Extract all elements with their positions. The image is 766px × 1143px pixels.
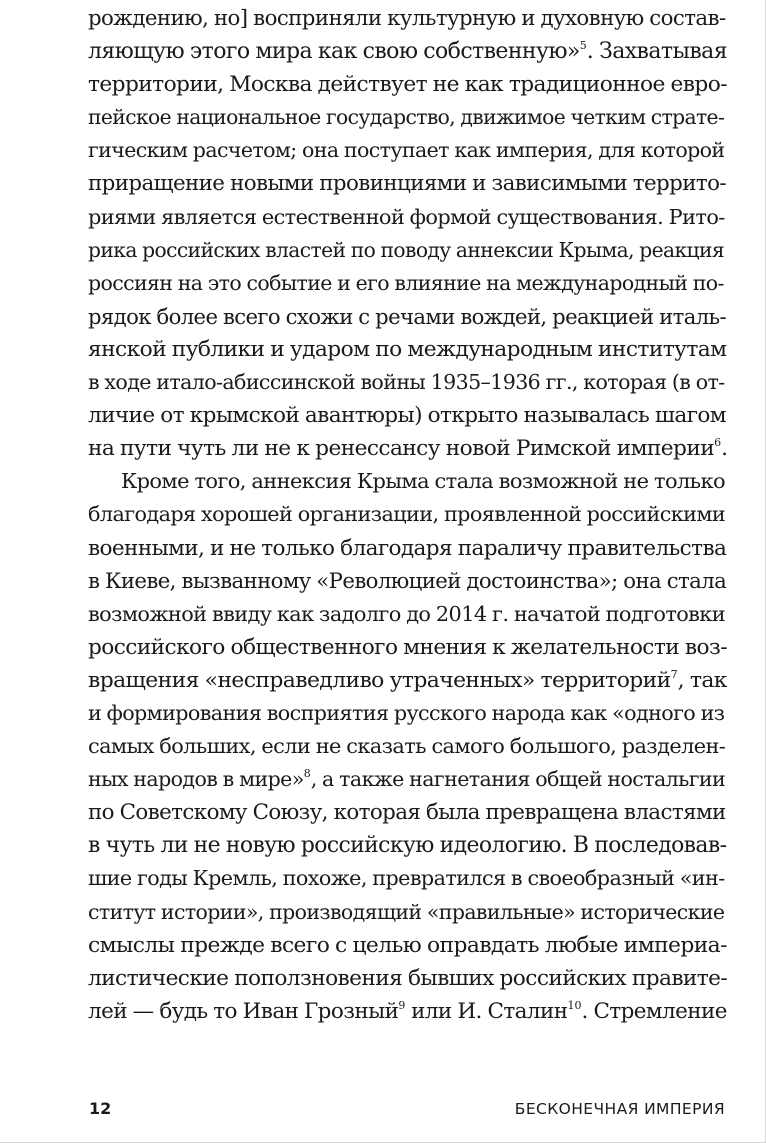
- text-line: [88, 465, 728, 498]
- text-line: [88, 234, 728, 267]
- running-title: БЕСКОНЕЧНАЯ ИМПЕРИЯ: [514, 1100, 725, 1118]
- line-text: листические поползновения бывших российских правите-: [88, 965, 728, 991]
- line-text: лей — будь то Иван Грозный: [88, 998, 399, 1024]
- footnote-ref: 10: [567, 998, 582, 1012]
- text-line: [88, 300, 728, 333]
- text-line: [88, 862, 728, 895]
- text-line: [88, 730, 728, 763]
- text-line: [88, 267, 728, 300]
- footnote-ref: 6: [714, 436, 722, 450]
- line-text: и формирования восприятия русского народа как «одного из: [88, 700, 725, 725]
- text-line: [88, 962, 728, 995]
- line-text: в Киеве, вызванному «Революцией достоинства»; она стала: [88, 568, 727, 594]
- footnote-ref: 7: [670, 667, 678, 681]
- line-text: на пути чуть ли не к ренессансу новой Римской империи: [88, 436, 715, 462]
- line-text: рядок более всего схожи с речами вождей, реакцией италь-: [88, 303, 727, 329]
- line-text: в ходе итало-абиссинской войны 1935–1936 гг., которая (в от-: [88, 370, 725, 395]
- line-text: военными, и не только благодаря параличу правительства: [88, 535, 727, 561]
- line-text: рика российских властей по поводу аннексии Крыма, реакция: [88, 237, 725, 262]
- line-text: пейское национальное государство, движимое четким страте-: [88, 105, 725, 130]
- line-text: янской публики и ударом по международным институтам: [88, 336, 727, 362]
- line-text: самых больших, если не сказать самого большого, разделен-: [88, 734, 726, 759]
- text-line: [88, 134, 728, 167]
- text-line: [88, 399, 728, 432]
- line-text: смыслы прежде всего с целью оправдать любые империа-: [88, 932, 727, 958]
- text-line: [88, 2, 728, 35]
- text-line: [88, 201, 728, 234]
- text-line: [88, 763, 728, 796]
- text-line: [88, 631, 728, 664]
- line-text: возможной ввиду как задолго до 2014 г. начатой подготовки: [88, 601, 726, 626]
- line-text-continued: . Стремление: [581, 998, 727, 1024]
- text-line: [88, 664, 728, 697]
- text-line: [88, 565, 728, 598]
- text-line: [88, 366, 728, 399]
- line-text-continued: , так: [677, 667, 727, 693]
- line-text: шие годы Кремль, похоже, превратился в своеобразный «ин-: [88, 866, 725, 891]
- text-line: [88, 598, 728, 631]
- footnote-ref: 8: [303, 767, 311, 781]
- text-line: [88, 35, 728, 68]
- text-line: [88, 796, 728, 829]
- line-text: российского общественного мнения к желательности воз-: [88, 634, 727, 660]
- line-text: личие от крымской авантюры) открыто называлась шагом: [88, 403, 726, 429]
- line-text: ных народов в мире»: [88, 767, 304, 792]
- text-line: [88, 532, 728, 565]
- line-text: россиян на это событие и его влияние на международный по-: [88, 270, 724, 295]
- line-text-continued: .: [721, 436, 728, 462]
- text-line: [88, 167, 728, 200]
- page-number: 12: [89, 1099, 112, 1118]
- line-text-continued: . Захватывая: [586, 39, 727, 65]
- line-text-continued: , а также нагнетания общей ностальгии: [310, 767, 726, 792]
- line-text: гическим расчетом; она поступает как империя, для которой: [88, 138, 725, 163]
- body-text: [88, 2, 728, 1028]
- line-text: рождению, но] восприняли культурную и духовную состав-: [88, 6, 726, 31]
- text-line: [88, 432, 728, 465]
- text-line: [88, 929, 728, 962]
- line-text: в чуть ли не новую российскую идеологию. В последовав-: [88, 833, 727, 859]
- footnote-ref: 5: [579, 39, 587, 53]
- line-text: ститут истории», производящий «правильные» исторические: [88, 899, 725, 924]
- line-text: вращения «несправедливо утраченных» территорий: [88, 667, 671, 693]
- line-text: благодаря хорошей организации, проявленной российскими: [88, 502, 726, 527]
- text-line: [88, 995, 728, 1028]
- footnote-ref: 9: [398, 998, 406, 1012]
- text-line: [88, 697, 728, 730]
- line-text: приращение новыми провинциями и зависимыми террито-: [88, 171, 727, 197]
- line-text: Кроме того, аннексия Крыма стала возможной не только: [121, 469, 725, 494]
- line-text: ляющую этого мира как свою собственную»: [88, 39, 580, 65]
- text-line: [88, 896, 728, 929]
- line-text: территории, Москва действует не как традиционное евро-: [88, 72, 727, 98]
- text-line: [88, 333, 728, 366]
- text-line: [88, 68, 728, 101]
- text-line: [88, 829, 728, 862]
- line-text-continued: или И. Сталин: [405, 998, 568, 1024]
- text-line: [88, 101, 728, 134]
- line-text: риями является естественной формой существования. Рито-: [88, 204, 725, 229]
- text-line: [88, 498, 728, 531]
- line-text: по Советскому Союзу, которая была превращена властями: [88, 800, 726, 826]
